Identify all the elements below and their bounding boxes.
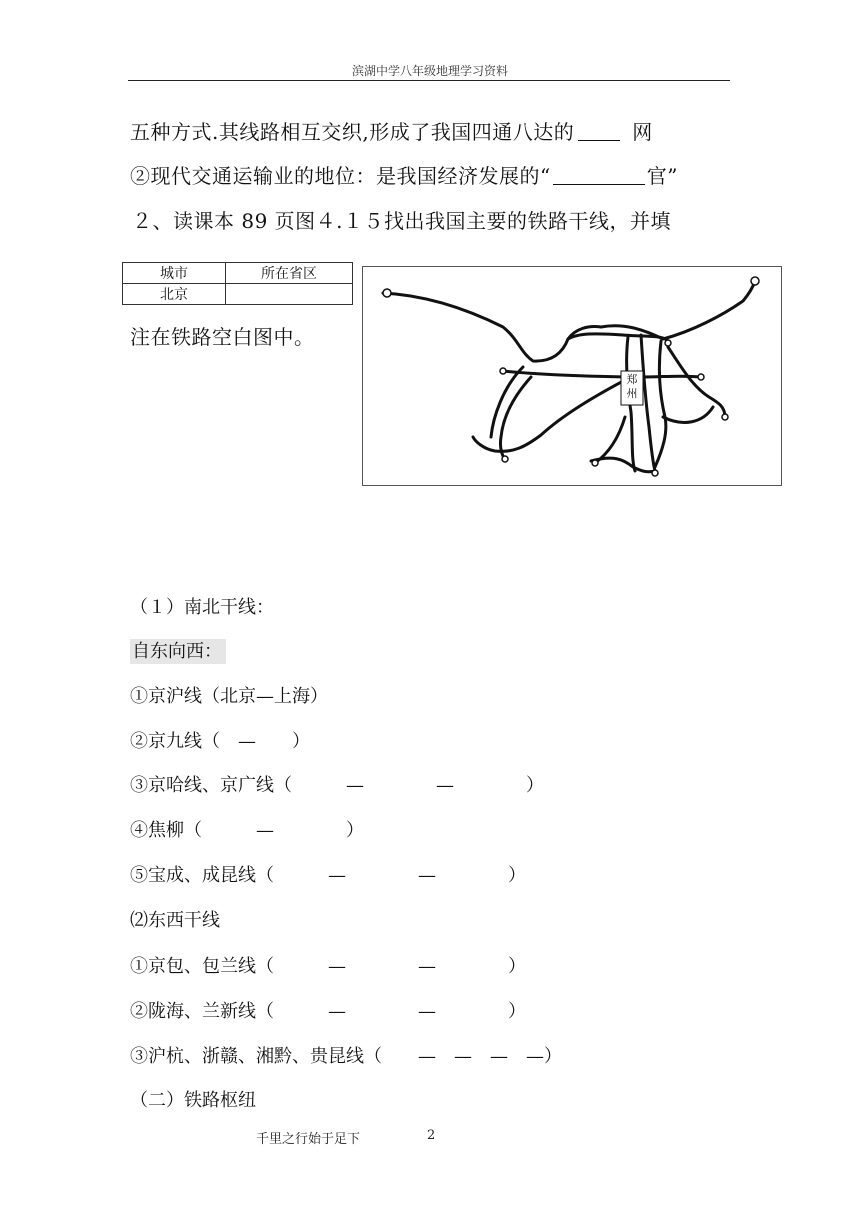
ew-item-2: ②陇海、兰新线（ — — ） (130, 1001, 526, 1022)
fill-blank[interactable] (553, 166, 645, 185)
table-row (123, 284, 353, 305)
fill-blank[interactable] (578, 122, 620, 141)
east-to-west-label (130, 637, 226, 663)
ns-item-1: ①京沪线（北京—上海） (130, 686, 328, 707)
page-number: 2 (427, 1128, 436, 1143)
table-header-city: 城市 (123, 263, 226, 284)
intro-line-2-prefix: ②现代交通运输业的地位：是我国经济发展的“ (130, 164, 551, 188)
intro-line-2 (130, 160, 678, 189)
railway-map-svg (363, 267, 781, 485)
ns-item-5: ⑤宝成、成昆线（ — — ） (130, 865, 526, 886)
intro-line-1-suffix: 网 (632, 120, 653, 144)
intro-line-1 (130, 116, 653, 145)
table-cell-province[interactable] (226, 284, 353, 305)
east-west-title: ⑵东西干线 (130, 910, 220, 931)
intro-line-3: ２、读课本 89 页图４.１５找出我国主要的铁路干线，并填 (132, 209, 672, 233)
intro-line-1-prefix: 五种方式.其线路相互交织,形成了我国四通八达的 (130, 120, 575, 144)
intro-line-4: 注在铁路空白图中。 (130, 325, 315, 349)
table-header-row (123, 263, 353, 284)
ew-item-1: ①京包、包兰线（ — — ） (130, 956, 526, 977)
hub-title: （二）铁路枢纽 (130, 1090, 256, 1111)
page-header: 滨湖中学八年级地理学习资料 (351, 64, 508, 78)
ns-item-3: ③京哈线、京广线（ — — ） (130, 775, 544, 796)
table-cell-city: 北京 (123, 284, 226, 305)
city-table (122, 262, 353, 305)
north-south-title: （１）南北干线： (130, 597, 274, 618)
table-header-province: 所在省区 (226, 263, 353, 284)
ns-item-2: ②京九线（ — ） (130, 731, 310, 752)
intro-line-2-suffix: 官” (646, 164, 678, 188)
header-rule (128, 80, 730, 81)
ns-item-4: ④焦柳（ — ） (130, 820, 364, 841)
ew-item-3: ③沪杭、浙赣、湘黔、贵昆线（ — — — —） (130, 1046, 562, 1067)
east-to-west-highlight: 自东向西： (130, 639, 226, 664)
zhengzhou-label: 郑州 (626, 373, 638, 400)
railway-blank-map (362, 266, 782, 486)
footer-motto: 千里之行始于足下 (256, 1132, 361, 1147)
